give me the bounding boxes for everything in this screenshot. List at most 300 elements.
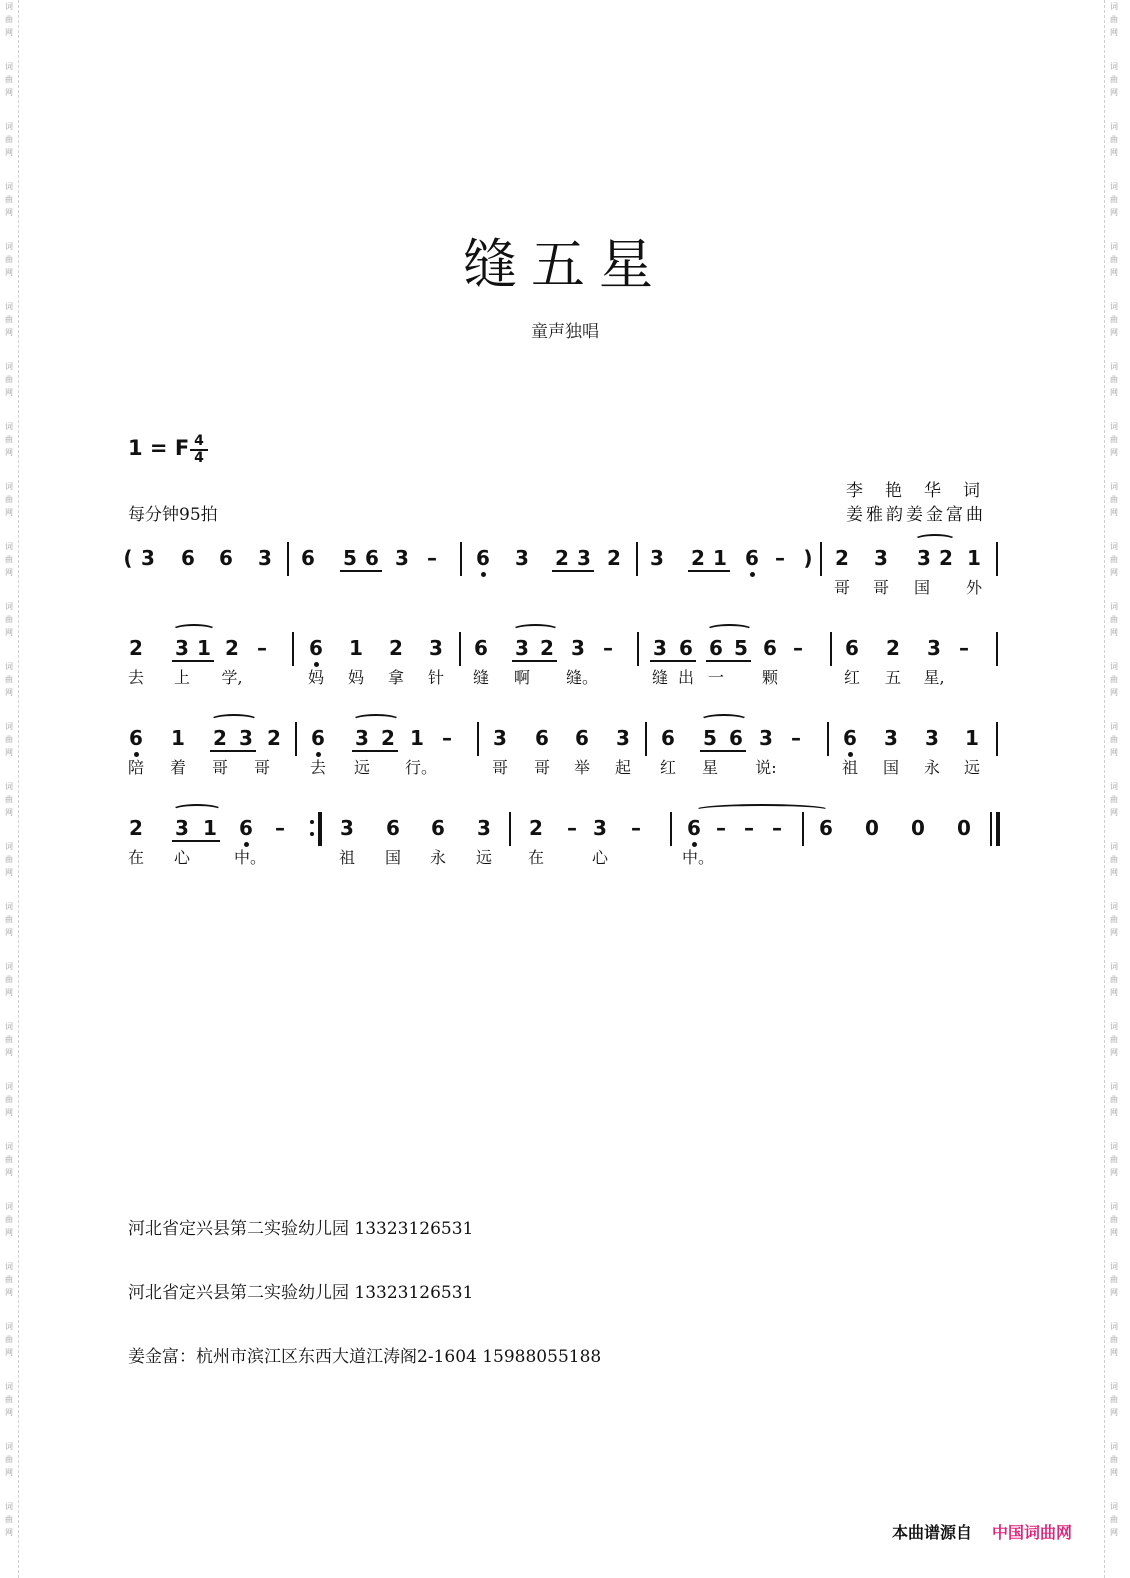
- watermark-mark: [1105, 60, 1123, 99]
- note: 3: [650, 546, 664, 570]
- lyric-syllable: 红: [659, 758, 676, 777]
- lyric-syllable: 陪: [127, 758, 144, 777]
- watermark-mark: [1105, 900, 1123, 939]
- dash-extension: –: [275, 816, 285, 840]
- lyric-syllable: 远: [963, 758, 980, 777]
- note: 6: [365, 546, 379, 570]
- watermark-char: 曲: [5, 1395, 13, 1404]
- watermark-char: 曲: [1110, 255, 1118, 264]
- watermark-char: 网: [5, 568, 13, 577]
- watermark-char: 网: [1110, 148, 1118, 157]
- note: 6: [687, 816, 701, 840]
- watermark-char: 词: [5, 182, 13, 191]
- performance-type: 童声独唱: [531, 322, 599, 342]
- lyric-syllable: 祖: [338, 848, 355, 867]
- watermark-char: 词: [5, 1442, 13, 1451]
- watermark-char: 曲: [1110, 975, 1118, 984]
- note: 3: [927, 636, 941, 660]
- dash-extension: –: [427, 546, 437, 570]
- watermark-mark: [0, 1140, 18, 1179]
- barline: [802, 812, 804, 846]
- lyric-syllable: 一: [707, 668, 724, 687]
- watermark-char: 词: [1110, 842, 1118, 851]
- barline: [637, 632, 639, 666]
- watermark-char: 词: [5, 2, 13, 11]
- watermark-mark: [1105, 180, 1123, 219]
- lyric-syllable: 缝: [472, 668, 489, 687]
- note: 6: [239, 816, 253, 840]
- watermark-char: 曲: [1110, 915, 1118, 924]
- beam-underline: [688, 570, 730, 572]
- watermark-char: 词: [1110, 422, 1118, 431]
- beam-underline: [340, 570, 382, 572]
- octave-dot: [316, 752, 321, 757]
- barline: [636, 542, 638, 576]
- paren: ): [803, 546, 813, 570]
- note: 6: [745, 546, 759, 570]
- watermark-char: 曲: [1110, 615, 1118, 624]
- watermark-char: 曲: [1110, 495, 1118, 504]
- watermark-char: 曲: [5, 135, 13, 144]
- watermark-char: 网: [5, 1528, 13, 1537]
- octave-dot: [848, 752, 853, 757]
- barline: [460, 542, 462, 576]
- watermark-char: 网: [1110, 268, 1118, 277]
- watermark-char: 词: [5, 1502, 13, 1511]
- watermark-char: 网: [1110, 1048, 1118, 1057]
- score-row-3: [0, 726, 1130, 806]
- watermark-char: 网: [1110, 28, 1118, 37]
- watermark-char: 词: [1110, 1082, 1118, 1091]
- slur: [210, 714, 258, 726]
- watermark-char: 曲: [1110, 15, 1118, 24]
- watermark-char: 网: [1110, 1348, 1118, 1357]
- watermark-char: 网: [1110, 1288, 1118, 1297]
- lyric-syllable: 在: [527, 848, 544, 867]
- watermark-char: 词: [1110, 962, 1118, 971]
- lyric-syllable: 外: [965, 578, 982, 597]
- watermark-mark: [1105, 0, 1123, 39]
- note: 6: [535, 726, 549, 750]
- note: 3: [175, 636, 189, 660]
- watermark-char: 词: [5, 662, 13, 671]
- watermark-char: 网: [5, 1228, 13, 1237]
- watermark-char: 词: [5, 962, 13, 971]
- watermark-char: 曲: [1110, 1335, 1118, 1344]
- lyric-syllable: 哥: [491, 758, 508, 777]
- lyric-syllable: 红: [843, 668, 860, 687]
- composer-credit: 姜雅韵姜金富曲: [846, 505, 986, 525]
- watermark-char: 网: [5, 208, 13, 217]
- note: 6: [575, 726, 589, 750]
- note: 2: [607, 546, 621, 570]
- watermark-mark: [1105, 1080, 1123, 1119]
- barline: [670, 812, 672, 846]
- source-site: 中国词曲网: [992, 1523, 1073, 1542]
- watermark-char: 曲: [5, 615, 13, 624]
- dash-extension: –: [744, 816, 754, 840]
- watermark-char: 曲: [5, 75, 13, 84]
- barline: [645, 722, 647, 756]
- note: 2: [129, 636, 143, 660]
- note: 3: [759, 726, 773, 750]
- watermark-char: 网: [1110, 868, 1118, 877]
- watermark-char: 词: [1110, 122, 1118, 131]
- note: 2: [555, 546, 569, 570]
- note: 6: [476, 546, 490, 570]
- lyric-syllable: 星,: [923, 668, 945, 687]
- watermark-char: 网: [1110, 1228, 1118, 1237]
- lyric-syllable: 出: [677, 668, 694, 687]
- note: 6: [386, 816, 400, 840]
- note: 3: [571, 636, 585, 660]
- watermark-char: 词: [5, 842, 13, 851]
- watermark-char: 网: [5, 388, 13, 397]
- watermark-mark: [0, 0, 18, 39]
- note: 0: [957, 816, 971, 840]
- watermark-char: 曲: [5, 495, 13, 504]
- lyric-syllable: 永: [429, 848, 446, 867]
- barline: [477, 722, 479, 756]
- watermark-char: 词: [5, 62, 13, 71]
- note: 1: [203, 816, 217, 840]
- beam-underline: [700, 750, 746, 752]
- note: 6: [129, 726, 143, 750]
- note: 6: [845, 636, 859, 660]
- score-row-2: [0, 636, 1130, 716]
- watermark-mark: [1105, 1200, 1123, 1239]
- slur: [700, 714, 748, 726]
- watermark-char: 词: [1110, 1202, 1118, 1211]
- watermark-char: 网: [5, 748, 13, 757]
- watermark-char: 曲: [1110, 855, 1118, 864]
- watermark-char: 词: [5, 722, 13, 731]
- note: 3: [175, 816, 189, 840]
- note: 2: [267, 726, 281, 750]
- beam-underline: [706, 660, 751, 662]
- watermark-char: 曲: [1110, 795, 1118, 804]
- paren: (: [123, 546, 133, 570]
- octave-dot: [481, 572, 486, 577]
- lyric-syllable: 起: [614, 758, 631, 777]
- watermark-char: 曲: [5, 735, 13, 744]
- octave-dot: [244, 842, 249, 847]
- lyric-syllable: 上: [173, 668, 190, 687]
- watermark-mark: [1105, 1140, 1123, 1179]
- watermark-char: 曲: [5, 255, 13, 264]
- note: 3: [515, 636, 529, 660]
- note: 2: [389, 636, 403, 660]
- lyric-syllable: 行。: [405, 758, 438, 777]
- watermark-char: 曲: [1110, 675, 1118, 684]
- watermark-char: 词: [5, 1082, 13, 1091]
- watermark-char: 网: [5, 808, 13, 817]
- note: 6: [431, 816, 445, 840]
- octave-dot: [314, 662, 319, 667]
- note: 6: [763, 636, 777, 660]
- slur: [172, 624, 216, 636]
- lyric-syllable: 缝: [651, 668, 668, 687]
- dash-extension: –: [793, 636, 803, 660]
- octave-dot: [692, 842, 697, 847]
- beam-underline: [650, 660, 696, 662]
- lyric-syllable: 妈: [347, 668, 364, 687]
- watermark-char: 网: [5, 328, 13, 337]
- note: 3: [515, 546, 529, 570]
- beam-underline: [210, 750, 256, 752]
- watermark-char: 曲: [5, 375, 13, 384]
- score-row-4: [0, 816, 1130, 896]
- note: 6: [843, 726, 857, 750]
- watermark-mark: [1105, 1440, 1123, 1479]
- lyric-syllable: 永: [923, 758, 940, 777]
- barline: [292, 632, 294, 666]
- lyric-syllable: 去: [127, 668, 144, 687]
- meter-top: 4: [194, 433, 204, 449]
- note: 5: [703, 726, 717, 750]
- contact-line-2: 河北省定兴县第二实验幼儿园 13323126531: [128, 1283, 474, 1303]
- watermark-mark: [1105, 1500, 1123, 1539]
- watermark-char: 词: [5, 542, 13, 551]
- watermark-mark: [0, 420, 18, 459]
- watermark-mark: [0, 120, 18, 159]
- watermark-char: 网: [5, 1288, 13, 1297]
- lyric-syllable: 哥: [872, 578, 889, 597]
- watermark-char: 网: [1110, 1408, 1118, 1417]
- slur: [512, 624, 559, 636]
- watermark-char: 曲: [1110, 375, 1118, 384]
- watermark-char: 曲: [5, 315, 13, 324]
- watermark-char: 网: [1110, 628, 1118, 637]
- watermark-char: 词: [5, 482, 13, 491]
- watermark-mark: [0, 480, 18, 519]
- lyric-syllable: 着: [169, 758, 186, 777]
- note: 1: [197, 636, 211, 660]
- repeat-dot: [310, 832, 314, 836]
- slur: [352, 714, 400, 726]
- note: 3: [925, 726, 939, 750]
- watermark-char: 曲: [1110, 555, 1118, 564]
- watermark-char: 词: [1110, 242, 1118, 251]
- lyric-syllable: 缝。: [566, 668, 599, 687]
- watermark-mark: [0, 60, 18, 99]
- note: 3: [884, 726, 898, 750]
- watermark-char: 曲: [5, 675, 13, 684]
- watermark-char: 曲: [1110, 1035, 1118, 1044]
- lyric-syllable: 颗: [761, 668, 778, 687]
- lyric-syllable: 心: [591, 848, 608, 867]
- dash-extension: –: [775, 546, 785, 570]
- watermark-char: 词: [5, 362, 13, 371]
- dash-extension: –: [567, 816, 577, 840]
- watermark-mark: [0, 960, 18, 999]
- lyric-syllable: 国: [882, 758, 899, 777]
- watermark-char: 网: [1110, 568, 1118, 577]
- lyric-syllable: 去: [309, 758, 326, 777]
- barline: [509, 812, 511, 846]
- note: 2: [886, 636, 900, 660]
- note: 1: [965, 726, 979, 750]
- beam-underline: [352, 750, 398, 752]
- watermark-char: 曲: [5, 1515, 13, 1524]
- note: 3: [493, 726, 507, 750]
- watermark-mark: [0, 1320, 18, 1359]
- watermark-char: 网: [5, 148, 13, 157]
- note: 3: [355, 726, 369, 750]
- lyric-syllable: 心: [173, 848, 190, 867]
- slur: [914, 534, 956, 546]
- note: 2: [381, 726, 395, 750]
- watermark-char: 曲: [5, 1035, 13, 1044]
- watermark-char: 网: [5, 448, 13, 457]
- note: 3: [874, 546, 888, 570]
- watermark-mark: [1105, 120, 1123, 159]
- slur: [706, 624, 753, 636]
- dash-extension: –: [631, 816, 641, 840]
- watermark-char: 曲: [5, 1455, 13, 1464]
- barline: [996, 722, 998, 756]
- watermark-char: 网: [5, 508, 13, 517]
- watermark-mark: [1105, 420, 1123, 459]
- watermark-char: 网: [5, 1468, 13, 1477]
- watermark-char: 词: [1110, 1022, 1118, 1031]
- dash-extension: –: [959, 636, 969, 660]
- note: 2: [835, 546, 849, 570]
- watermark-mark: [0, 1080, 18, 1119]
- watermark-char: 词: [1110, 2, 1118, 11]
- watermark-char: 曲: [5, 195, 13, 204]
- watermark-char: 曲: [1110, 1395, 1118, 1404]
- note: 6: [309, 636, 323, 660]
- note: 0: [865, 816, 879, 840]
- barline: [827, 722, 829, 756]
- watermark-char: 词: [1110, 1442, 1118, 1451]
- dash-extension: –: [772, 816, 782, 840]
- watermark-char: 曲: [1110, 1155, 1118, 1164]
- watermark-char: 曲: [5, 1275, 13, 1284]
- note: 0: [911, 816, 925, 840]
- lyric-syllable: 远: [475, 848, 492, 867]
- lyric-syllable: 举: [573, 758, 590, 777]
- watermark-char: 词: [1110, 302, 1118, 311]
- watermark-char: 曲: [5, 1215, 13, 1224]
- watermark-mark: [0, 1200, 18, 1239]
- watermark-char: 词: [5, 902, 13, 911]
- meter-bottom: 4: [194, 450, 204, 466]
- watermark-char: 词: [5, 242, 13, 251]
- watermark-char: 曲: [5, 1335, 13, 1344]
- watermark-char: 网: [1110, 988, 1118, 997]
- watermark-char: 网: [5, 1348, 13, 1357]
- note: 3: [653, 636, 667, 660]
- watermark-mark: [1105, 360, 1123, 399]
- watermark-mark: [1105, 1320, 1123, 1359]
- watermark-char: 曲: [5, 555, 13, 564]
- note: 6: [729, 726, 743, 750]
- note: 2: [225, 636, 239, 660]
- note: 3: [141, 546, 155, 570]
- barline: [295, 722, 297, 756]
- time-signature: [190, 434, 208, 466]
- watermark-char: 网: [5, 628, 13, 637]
- watermark-char: 网: [5, 268, 13, 277]
- note: 6: [181, 546, 195, 570]
- note: 2: [129, 816, 143, 840]
- lyric-syllable: 学,: [221, 668, 243, 687]
- key-signature: 1 = F: [128, 436, 190, 460]
- note: 1: [967, 546, 981, 570]
- watermark-char: 词: [1110, 482, 1118, 491]
- watermark-char: 词: [1110, 902, 1118, 911]
- watermark-char: 词: [1110, 62, 1118, 71]
- watermark-char: 曲: [5, 1095, 13, 1104]
- note: 3: [577, 546, 591, 570]
- watermark-char: 网: [1110, 208, 1118, 217]
- watermark-char: 曲: [1110, 735, 1118, 744]
- lyric-syllable: 拿: [387, 668, 404, 687]
- note: 6: [301, 546, 315, 570]
- lyric-syllable: 针: [427, 668, 444, 687]
- repeat-dot: [310, 820, 314, 824]
- lyric-syllable: 祖: [841, 758, 858, 777]
- barline: [287, 542, 289, 576]
- dash-extension: –: [257, 636, 267, 660]
- note: 6: [661, 726, 675, 750]
- watermark-char: 词: [1110, 722, 1118, 731]
- note: 2: [213, 726, 227, 750]
- watermark-char: 网: [5, 88, 13, 97]
- watermark-mark: [0, 1440, 18, 1479]
- watermark-char: 词: [5, 602, 13, 611]
- watermark-char: 曲: [5, 855, 13, 864]
- lyric-syllable: 哥: [533, 758, 550, 777]
- lyric-syllable: 妈: [307, 668, 324, 687]
- note: 1: [713, 546, 727, 570]
- lyric-syllable: 远: [353, 758, 370, 777]
- lyric-syllable: 说:: [755, 758, 777, 777]
- watermark-char: 网: [5, 688, 13, 697]
- watermark-mark: [0, 900, 18, 939]
- watermark-char: 网: [1110, 1468, 1118, 1477]
- note: 3: [340, 816, 354, 840]
- watermark-char: 曲: [5, 15, 13, 24]
- watermark-char: 词: [1110, 182, 1118, 191]
- watermark-char: 网: [1110, 748, 1118, 757]
- watermark-char: 网: [1110, 328, 1118, 337]
- dash-extension: –: [603, 636, 613, 660]
- note: 3: [917, 546, 931, 570]
- lyric-syllable: 哥: [211, 758, 228, 777]
- note: 3: [429, 636, 443, 660]
- source-credit: [892, 1520, 1072, 1543]
- watermark-char: 网: [1110, 688, 1118, 697]
- contact-line-1: 河北省定兴县第二实验幼儿园 13323126531: [128, 1219, 474, 1239]
- watermark-char: 词: [5, 1382, 13, 1391]
- dash-extension: –: [791, 726, 801, 750]
- note: 2: [529, 816, 543, 840]
- lyric-syllable: 中。: [234, 848, 267, 867]
- watermark-char: 网: [1110, 928, 1118, 937]
- note: 5: [343, 546, 357, 570]
- source-prefix: 本曲谱源自: [892, 1523, 973, 1542]
- lyric-syllable: 五: [884, 668, 901, 687]
- beam-underline: [172, 660, 214, 662]
- octave-dot: [750, 572, 755, 577]
- note: 5: [734, 636, 748, 660]
- watermark-char: 词: [5, 1022, 13, 1031]
- note: 2: [691, 546, 705, 570]
- watermark-mark: [0, 360, 18, 399]
